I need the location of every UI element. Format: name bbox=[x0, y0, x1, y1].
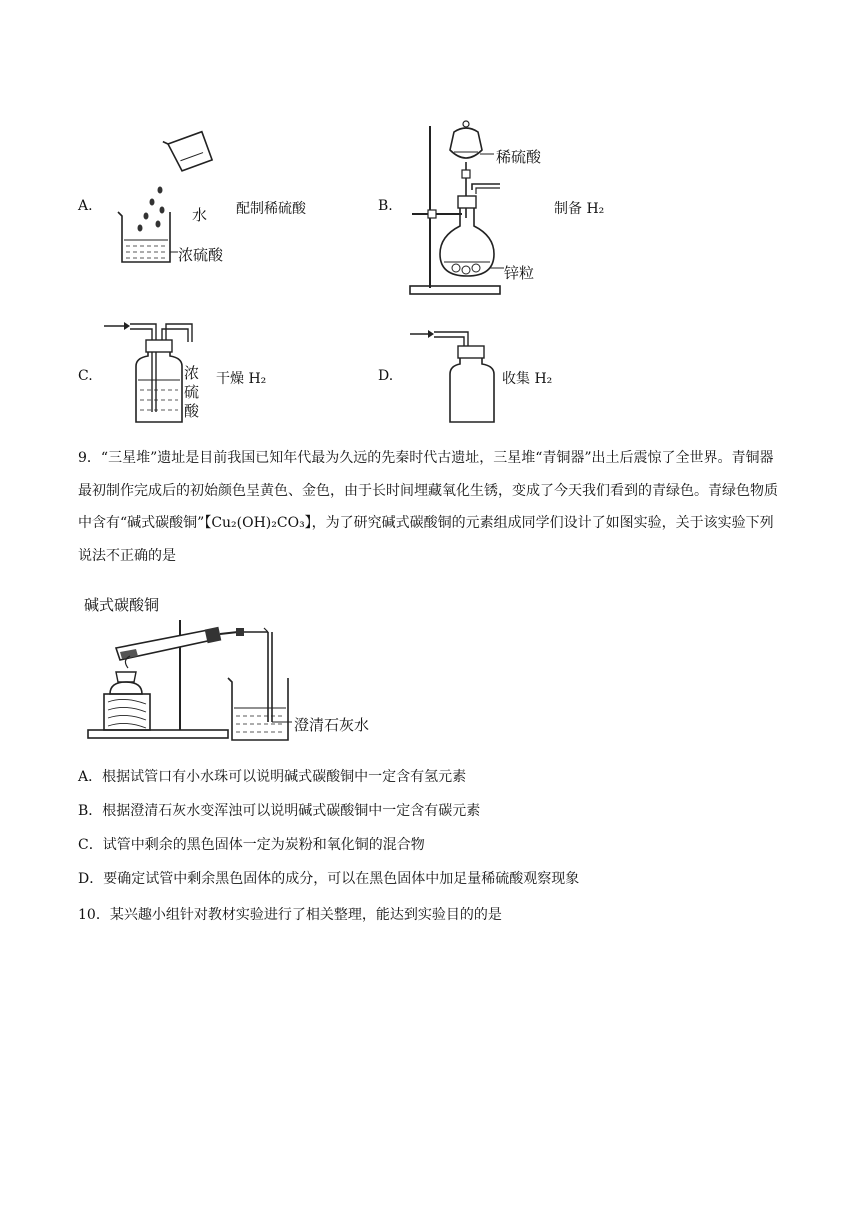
option-d-letter: D. bbox=[378, 368, 394, 384]
option-b-zinc-label: 锌粒 bbox=[504, 264, 535, 282]
option-d-diagram bbox=[404, 326, 494, 426]
option-d-caption: 收集 H₂ bbox=[502, 371, 553, 387]
option-c-letter: C. bbox=[78, 368, 93, 384]
option-b-acid-label: 稀硫酸 bbox=[496, 148, 542, 166]
option-b-letter: B. bbox=[378, 198, 393, 214]
option-a-caption: 配制稀硫酸 bbox=[236, 201, 306, 217]
question-9-option-a: A．根据试管口有小水珠可以说明碱式碳酸铜中一定含有氢元素 bbox=[78, 769, 467, 785]
option-a-acid-label: 浓硫酸 bbox=[178, 246, 224, 264]
question-9-limewater-label: 澄清石灰水 bbox=[294, 716, 370, 734]
question-9-number: 9． bbox=[78, 450, 101, 466]
option-c-acid-label: 浓硫酸 bbox=[184, 364, 200, 420]
question-10-stem: 10．某兴趣小组针对教材实验进行了相关整理，能达到实验目的的是 bbox=[78, 907, 502, 923]
question-9-option-b: B．根据澄清石灰水变浑浊可以说明碱式碳酸铜中一定含有碳元素 bbox=[78, 803, 481, 819]
option-c-diagram bbox=[104, 318, 194, 430]
option-a-letter: A. bbox=[78, 198, 93, 214]
question-9-compound-label: 碱式碳酸铜 bbox=[84, 596, 160, 614]
question-9-stem bbox=[78, 442, 784, 572]
option-c-caption: 干燥 H₂ bbox=[216, 371, 267, 387]
question-9-option-c: C．试管中剩余的黑色固体一定为炭粉和氧化铜的混合物 bbox=[78, 837, 425, 853]
option-a-water-label: 水 bbox=[192, 206, 208, 224]
question-9-text: “三星堆”遗址是目前我国已知年代最为久远的先秦时代古遗址，三星堆“青铜器”出土后震惊了全世界。青铜器最初制作完成后的初始颜色呈黄色、金色，由于长时间埋藏氧化生锈，变成了今天我们看到的青绿色。青绿色物质中含有“碱式碳酸铜”【Cu₂(OH)₂CO₃】，为了研究碱式碳酸铜的元素组成同学们设计了如图实验，关于该实验下列说法不正确的是 bbox=[78, 450, 778, 564]
option-b-caption: 制备 H₂ bbox=[554, 201, 605, 217]
question-9-option-d: D．要确定试管中剩余黑色固体的成分，可以在黑色固体中加足量稀硫酸观察现象 bbox=[78, 871, 580, 887]
